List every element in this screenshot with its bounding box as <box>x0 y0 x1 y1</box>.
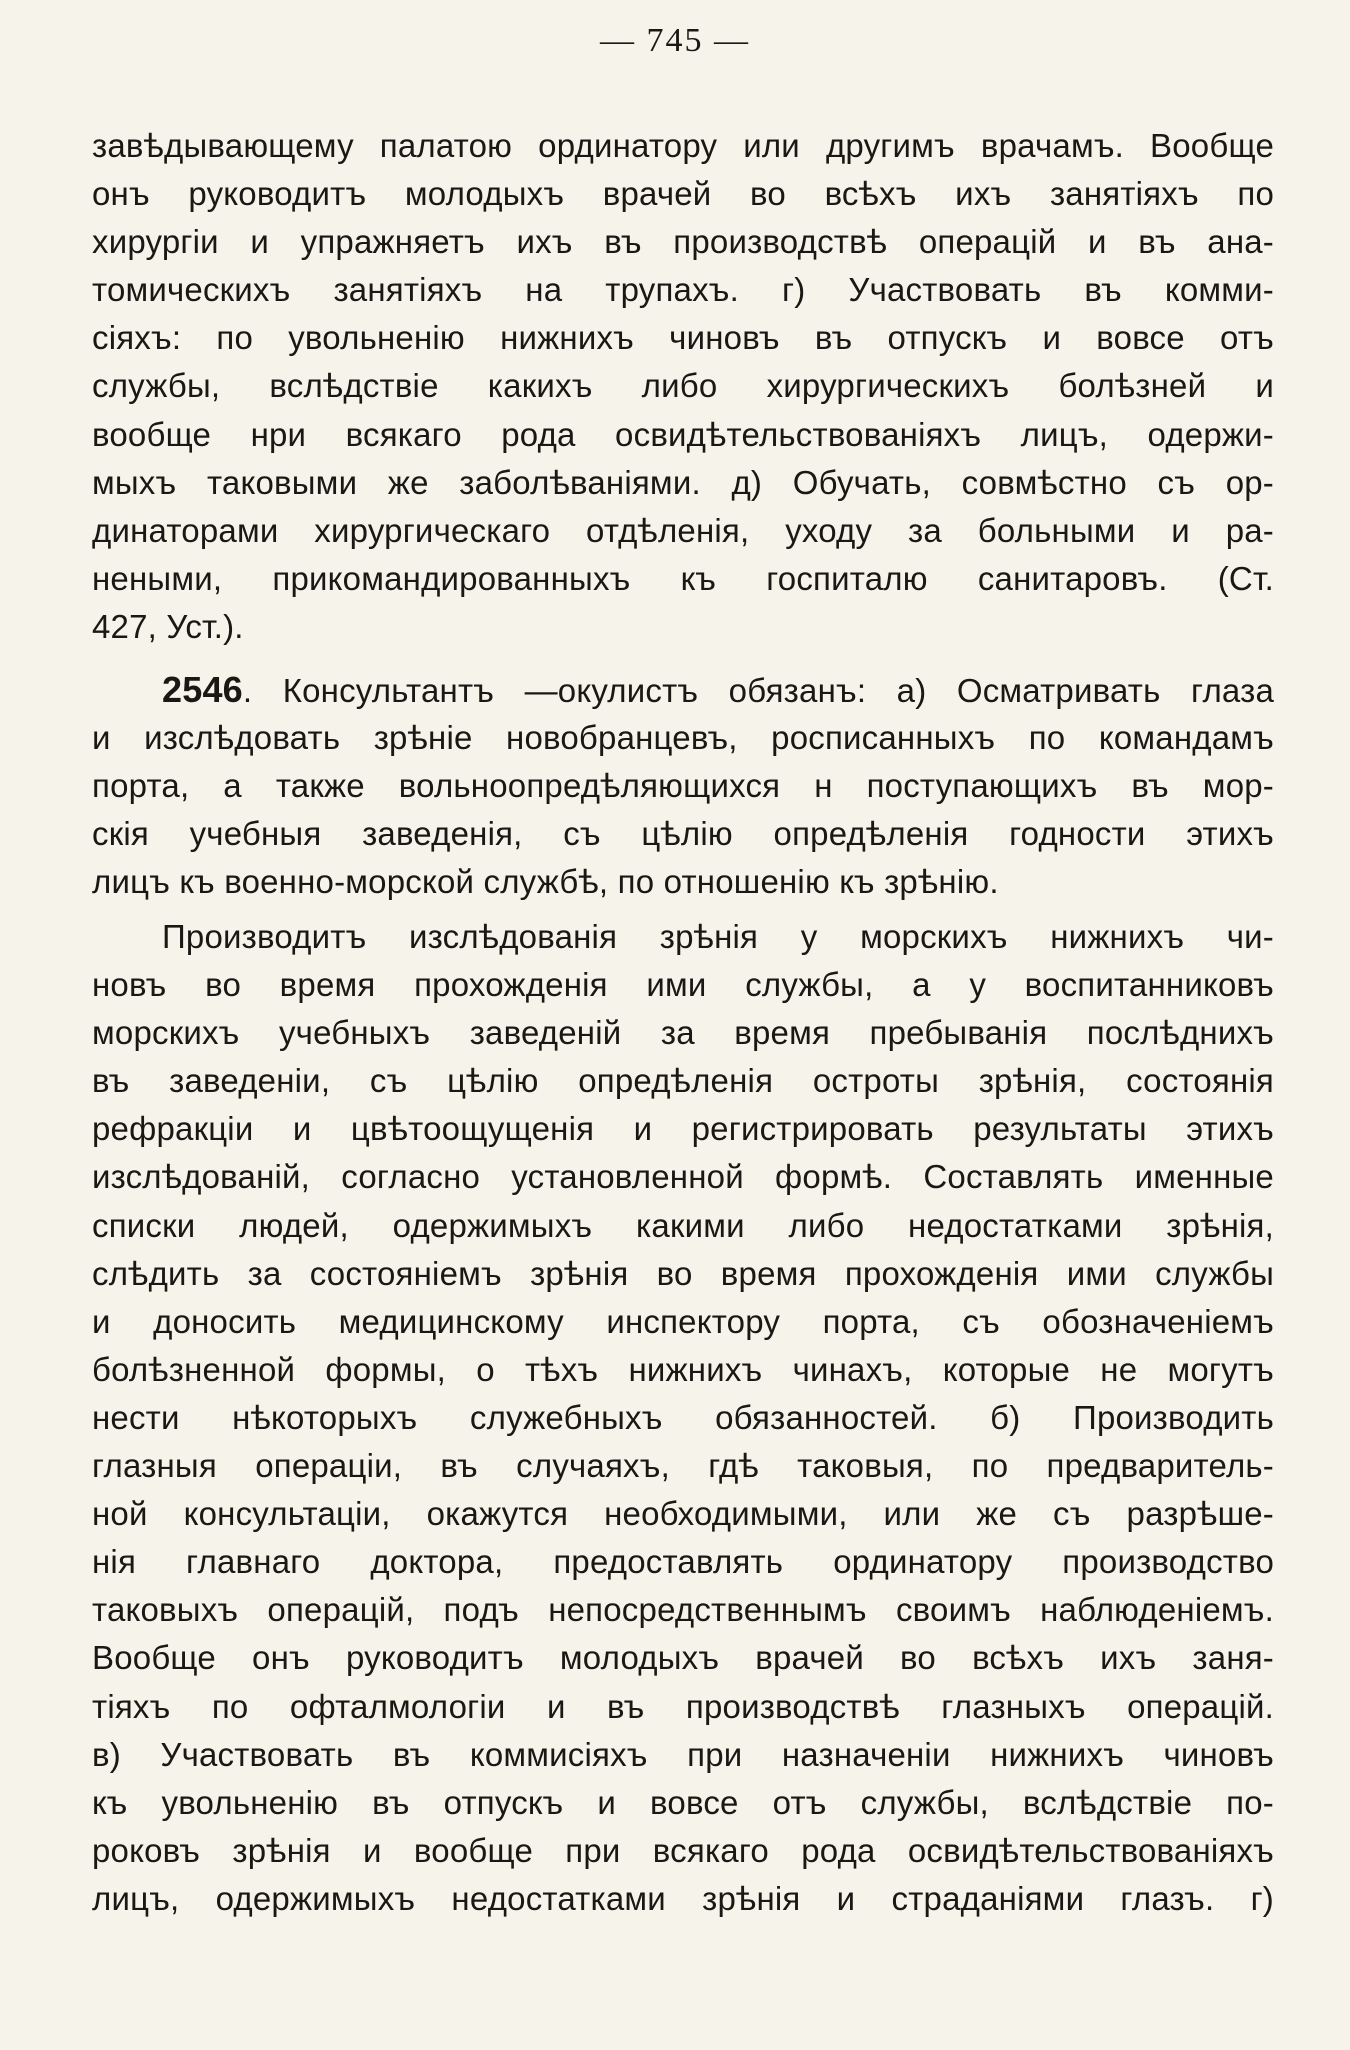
text-line: сiяхъ: по увольненiю нижнихъ чиновъ въ отпускъ и вовсе отъ <box>92 319 1274 357</box>
text-line: въ заведенiи, съ цѣлiю опредѣленiя остроты зрѣнiя, состоянiя <box>92 1062 1274 1100</box>
text-line: службы, вслѣдствiе какихъ либо хирургическихъ болѣзней и <box>92 367 1274 405</box>
text-line: морскихъ учебныхъ заведенiй за время пребыванiя послѣднихъ <box>92 1014 1274 1052</box>
text-line: мыхъ таковыми же заболѣванiями. д) Обучать, совмѣстно съ ор- <box>92 463 1274 501</box>
text-line: вообще нри всякаго рода освидѣтельствованiяхъ лицъ, одержи- <box>92 415 1274 453</box>
text-line: ной консультацiи, окажутся необходимыми, или же съ разрѣше- <box>92 1495 1274 1533</box>
paragraph-vision-examination <box>92 913 1274 1923</box>
article-number: 2546 <box>162 669 243 710</box>
text-line: нести нѣкоторыхъ служебныхъ обязанностей. б) Производить <box>92 1398 1274 1436</box>
paragraph-surgeon-duties <box>92 122 1274 651</box>
text-line: хирургiи и упражняетъ ихъ въ производствѣ операцiй и въ ана- <box>92 223 1274 261</box>
text-line: завѣдывающему палатою ординатору или другимъ врачамъ. Вообще <box>92 127 1274 164</box>
text-line: роковъ зрѣнiя и вообще при всякаго рода освидѣтельствованiяхъ <box>92 1831 1274 1869</box>
text-line: томическихъ занятiяхъ на трупахъ. г) Участвовать въ комми- <box>92 271 1274 309</box>
text-line: нiя главнаго доктора, предоставлять ординатору производство <box>92 1543 1274 1581</box>
text-line: списки людей, одержимыхъ какими либо недостатками зрѣнiя, <box>92 1206 1274 1244</box>
text-line: динаторами хирургическаго отдѣленiя, уходу за больными и ра- <box>92 511 1274 549</box>
text-line: 427, Уст.). <box>92 607 244 645</box>
text-line: и доносить медицинскому инспектору порта, съ обозначенiемъ <box>92 1302 1274 1340</box>
text-line: новъ во время прохожденiя ими службы, а у воспитанниковъ <box>92 966 1274 1004</box>
text-line: изслѣдованiй, согласно установленной формѣ. Составлять именные <box>92 1158 1274 1196</box>
text-line: тiяхъ по офталмологiи и въ производствѣ глазныхъ операцiй. <box>92 1687 1274 1725</box>
text-line: лицъ къ военно-морской службѣ, по отношенiю къ зрѣнiю. <box>92 863 999 901</box>
text-line: онъ руководитъ молодыхъ врачей во всѣхъ ихъ занятiяхъ по <box>92 175 1274 213</box>
text-line: порта, а также вольноопредѣляющихся н поступающихъ въ мор- <box>92 767 1274 805</box>
text-line: таковыхъ операцiй, подъ непосредственнымъ своимъ наблюденiемъ. <box>92 1591 1274 1629</box>
text-line: слѣдить за состоянiемъ зрѣнiя во время прохожденiя ими службы <box>92 1254 1274 1292</box>
paragraph-oculist-duties <box>92 666 1274 906</box>
text-line: и изслѣдовать зрѣнiе новобранцевъ, росписанныхъ по командамъ <box>92 719 1274 757</box>
text-line: лицъ, одержимыхъ недостатками зрѣнiя и страданiями глазъ. г) <box>92 1879 1274 1917</box>
text-line: болѣзненной формы, о тѣхъ нижнихъ чинахъ, которые не могутъ <box>92 1350 1274 1388</box>
text-line: рефракцiи и цвѣтоощущенiя и регистрировать результаты этихъ <box>92 1110 1274 1148</box>
text-line: в) Участвовать въ коммисiяхъ при назначенiи нижнихъ чиновъ <box>92 1735 1274 1773</box>
text-line: Производитъ изслѣдованiя зрѣнiя у морскихъ нижнихъ чи- <box>162 918 1274 955</box>
text-line: скiя учебныя заведенiя, съ цѣлiю опредѣленiя годности этихъ <box>92 815 1274 853</box>
text-line: къ увольненiю въ отпускъ и вовсе отъ службы, вслѣдствiе по- <box>92 1783 1274 1821</box>
page-number: — 745 — <box>600 22 750 59</box>
text-line: Вообще онъ руководитъ молодыхъ врачей во всѣхъ ихъ заня- <box>92 1639 1274 1677</box>
article-first-line-text: . Консультантъ —окулистъ обязанъ: а) Осматривать глаза <box>242 672 1274 709</box>
text-line: глазныя операцiи, въ случаяхъ, гдѣ таковыя, по предваритель- <box>92 1447 1274 1485</box>
article-first-line <box>92 666 1274 714</box>
text-line: неными, прикомандированныхъ къ госпиталю санитаровъ. (Ст. <box>92 559 1274 597</box>
